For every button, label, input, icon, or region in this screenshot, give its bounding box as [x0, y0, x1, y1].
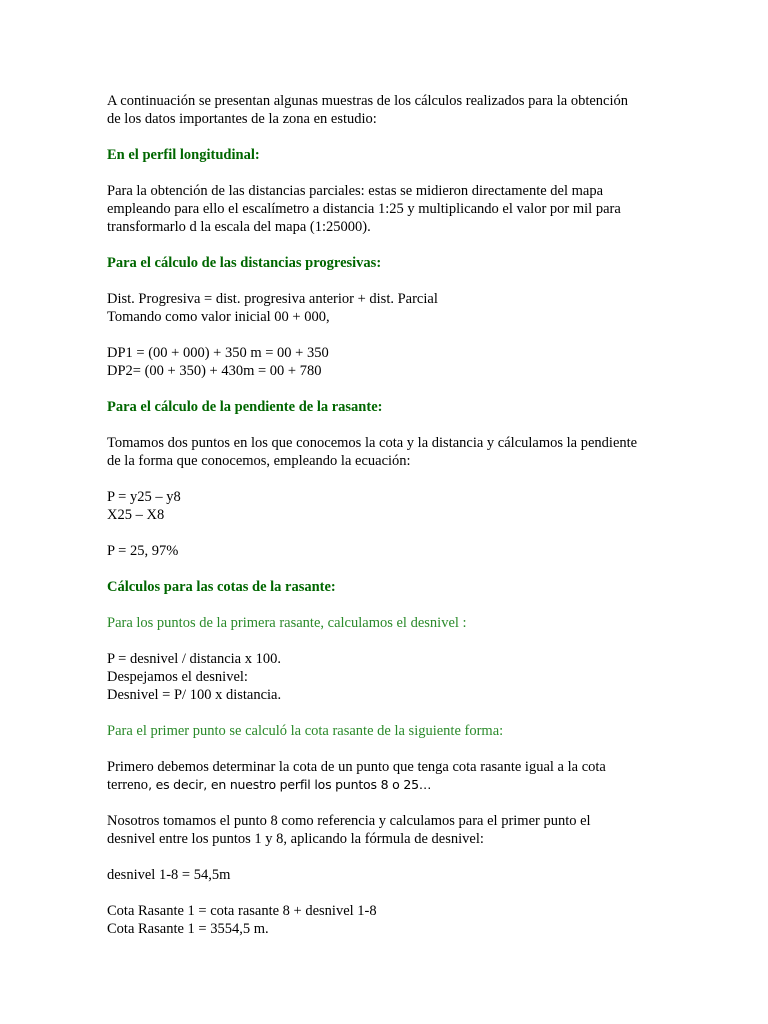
heading-distancias-progresivas: Para el cálculo de las distancias progresivas:: [107, 255, 382, 271]
cota-line-1: Cota Rasante 1 = cota rasante 8 + desnivel 1-8: [107, 903, 377, 919]
progresivas-paragraph: [107, 290, 677, 326]
primero-line-1: Primero debemos determinar la cota de un punto que tenga cota rasante igual a la cota: [107, 759, 606, 775]
nosotros-line-2: desnivel entre los puntos 1 y 8, aplicando la fórmula de desnivel:: [107, 831, 484, 847]
primero-paragraph: [107, 758, 677, 794]
intro-line-1: A continuación se presentan algunas muestras de los cálculos realizados para la obtención: [107, 93, 629, 109]
formula-numerator: P = y25 – y8: [107, 489, 181, 505]
cota-rasante-calculation: [107, 902, 677, 938]
primero-line-2: [107, 776, 677, 794]
pendiente-paragraph: [107, 434, 677, 470]
dp2-line: DP2= (00 + 350) + 430m = 00 + 780: [107, 363, 322, 379]
progresivas-line-2: Tomando como valor inicial 00 + 000,: [107, 309, 330, 325]
desnivel-result: desnivel 1-8 = 54,5m: [107, 867, 231, 883]
document-page: [107, 92, 677, 938]
desnivel-line-1: P = desnivel / distancia x 100.: [107, 651, 281, 667]
cota-line-2: Cota Rasante 1 = 3554,5 m.: [107, 921, 269, 937]
nosotros-paragraph: [107, 812, 677, 848]
dp-calculations: [107, 344, 677, 380]
formula-denominator: X25 – X8: [107, 507, 165, 523]
perfil-paragraph: [107, 182, 677, 236]
slope-formula: [107, 488, 677, 524]
heading-cotas-rasante: Cálculos para las cotas de la rasante:: [107, 579, 336, 595]
pendiente-line-1: Tomamos dos puntos en los que conocemos la cota y la distancia y cálculamos la pendiente: [107, 435, 638, 451]
primero-line-2-terreno: terreno: [107, 777, 149, 793]
slope-result: P = 25, 97%: [107, 543, 179, 559]
progresivas-line-1: Dist. Progresiva = dist. progresiva anterior + dist. Parcial: [107, 291, 438, 307]
desnivel-line-2: Despejamos el desnivel:: [107, 669, 248, 685]
nosotros-line-1: Nosotros tomamos el punto 8 como referencia y calculamos para el primer punto el: [107, 813, 591, 829]
dp1-line: DP1 = (00 + 000) + 350 m = 00 + 350: [107, 345, 329, 361]
primero-line-2-rest: , es decir, en nuestro perfil los puntos 8 o 25…: [148, 777, 432, 792]
pendiente-line-2: de la forma que conocemos, empleando la ecuación:: [107, 453, 411, 469]
subheading-primer-punto: Para el primer punto se calculó la cota rasante de la siguiente forma:: [107, 723, 504, 739]
desnivel-line-3: Desnivel = P/ 100 x distancia.: [107, 687, 282, 703]
heading-perfil-longitudinal: En el perfil longitudinal:: [107, 147, 260, 163]
perfil-line-2: empleando para ello el escalímetro a distancia 1:25 y multiplicando el valor por mil para: [107, 201, 621, 217]
perfil-line-1: Para la obtención de las distancias parciales: estas se midieron directamente del mapa: [107, 183, 604, 199]
intro-paragraph: [107, 92, 677, 128]
subheading-primera-rasante: Para los puntos de la primera rasante, calculamos el desnivel :: [107, 615, 467, 631]
perfil-line-3: transformarlo d la escala del mapa (1:25000).: [107, 219, 371, 235]
desnivel-formulas: [107, 650, 677, 704]
heading-pendiente-rasante: Para el cálculo de la pendiente de la rasante:: [107, 399, 383, 415]
intro-line-2: de los datos importantes de la zona en estudio:: [107, 111, 377, 127]
